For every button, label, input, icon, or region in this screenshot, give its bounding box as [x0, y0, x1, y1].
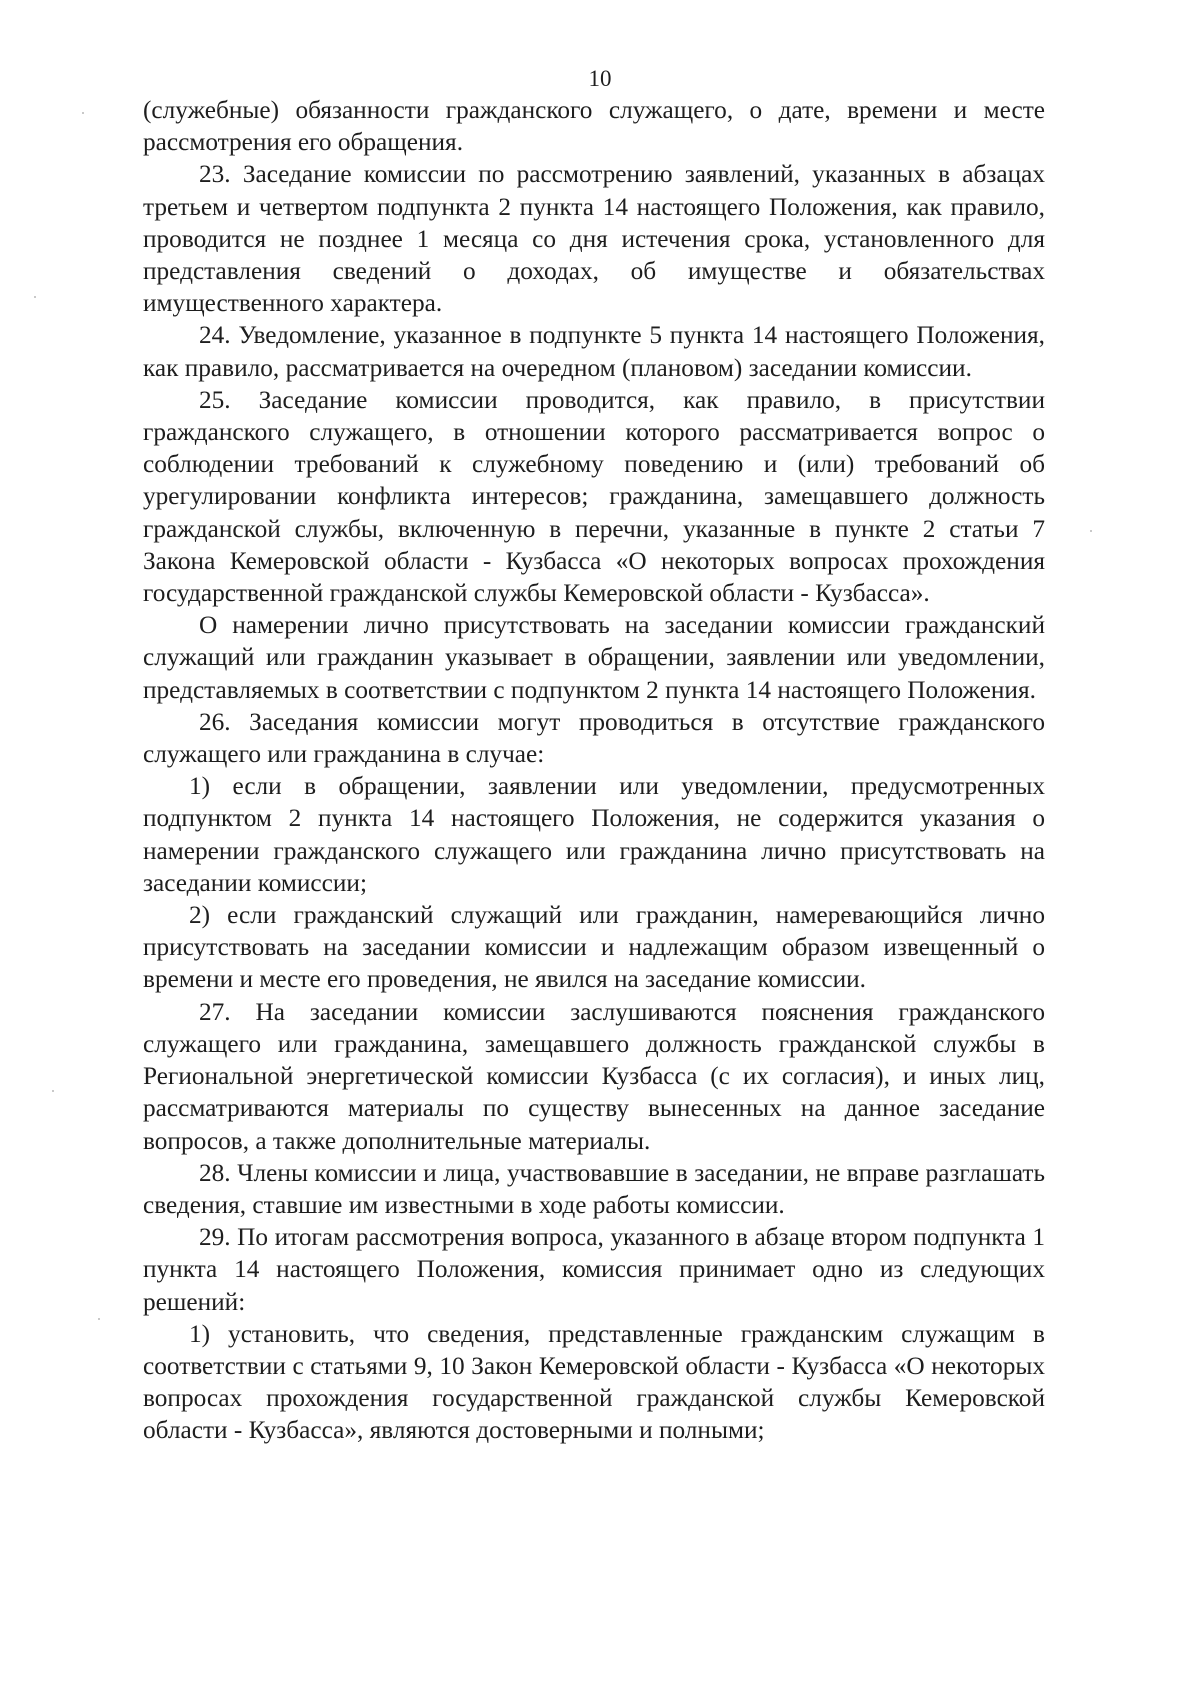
scan-speck: [34, 296, 36, 298]
paragraph-continuation: (служебные) обязанности гражданского служащего, о дате, времени и месте рассмотрения его обращения.: [143, 96, 1045, 157]
paragraph-25: 25. Заседание комиссии проводится, как правило, в присутствии гражданского служащего, в отношении которого рассматривается вопрос о соблюдении требований к служебному поведению и (или) требований об урегулировании конфликта интересов; гражданина, замещавшего должность гражданской службы, включенную в перечни, указанные в пункте 2 статьи 7 Закона Кемеровской области - Кузбасса «О некоторых вопросах прохождения государственной гражданской службы Кемеровской области - Кузбасса».: [143, 385, 1045, 608]
paragraph-29: 29. По итогам рассмотрения вопроса, указанного в абзаце втором подпункта 1 пункта 14 настоящего Положения, комиссия принимает одно из следующих решений:: [143, 1223, 1045, 1316]
paragraph-26-item-2: 2) если гражданский служащий или гражданин, намеревающийся лично присутствовать на заседании комиссии и надлежащим образом извещенный о времени и месте его проведения, не явился на заседание комиссии.: [143, 901, 1045, 994]
page-number: 10: [588, 66, 612, 91]
paragraph-29-item-1: 1) установить, что сведения, представленные гражданским служащим в соответствии с статьями 9, 10 Закон Кемеровской области - Кузбасса «О некоторых вопросах прохождения государственной гражданской службы Кемеровской области - Кузбасса», являются достоверными и полными;: [143, 1319, 1045, 1445]
scan-speck: [52, 1090, 54, 1092]
scan-speck: [1090, 530, 1092, 532]
scan-speck: [98, 1318, 100, 1320]
document-body: [143, 94, 1045, 1447]
scan-speck: [82, 112, 84, 114]
paragraph-24: 24. Уведомление, указанное в подпункте 5 пункта 14 настоящего Положения, как правило, рассматривается на очередном (плановом) заседании комиссии.: [143, 321, 1045, 382]
paragraph-intent-notice: О намерении лично присутствовать на заседании комиссии гражданский служащий или гражданин указывает в обращении, заявлении или уведомлении, представляемых в соответствии с подпунктом 2 пункта 14 настоящего Положения.: [143, 611, 1045, 704]
paragraph-26: 26. Заседания комиссии могут проводиться в отсутствие гражданского служащего или гражданина в случае:: [143, 707, 1045, 769]
paragraph-26-item-1: 1) если в обращении, заявлении или уведомлении, предусмотренных подпунктом 2 пункта 14 настоящего Положения, не содержится указания о намерении гражданского служащего или гражданина лично присутствовать на заседании комиссии;: [143, 772, 1045, 897]
paragraph-23: 23. Заседание комиссии по рассмотрению заявлений, указанных в абзацах третьем и четвертом подпункта 2 пункта 14 настоящего Положения, как правило, проводится не позднее 1 месяца со дня истечения срока, установленного для представления сведений о доходах, об имуществе и обязательствах имущественного характера.: [143, 160, 1045, 318]
paragraph-28: 28. Члены комиссии и лица, участвовавшие в заседании, не вправе разглашать сведения, ставшие им известными в ходе работы комиссии.: [143, 1158, 1045, 1219]
paragraph-27: 27. На заседании комиссии заслушиваются пояснения гражданского служащего или гражданина, замещавшего должность гражданской службы в Региональной энергетической комиссии Кузбасса (с их согласия), и иных лиц, рассматриваются материалы по существу вынесенных на данное заседание вопросов, а также дополнительные материалы.: [143, 997, 1045, 1155]
